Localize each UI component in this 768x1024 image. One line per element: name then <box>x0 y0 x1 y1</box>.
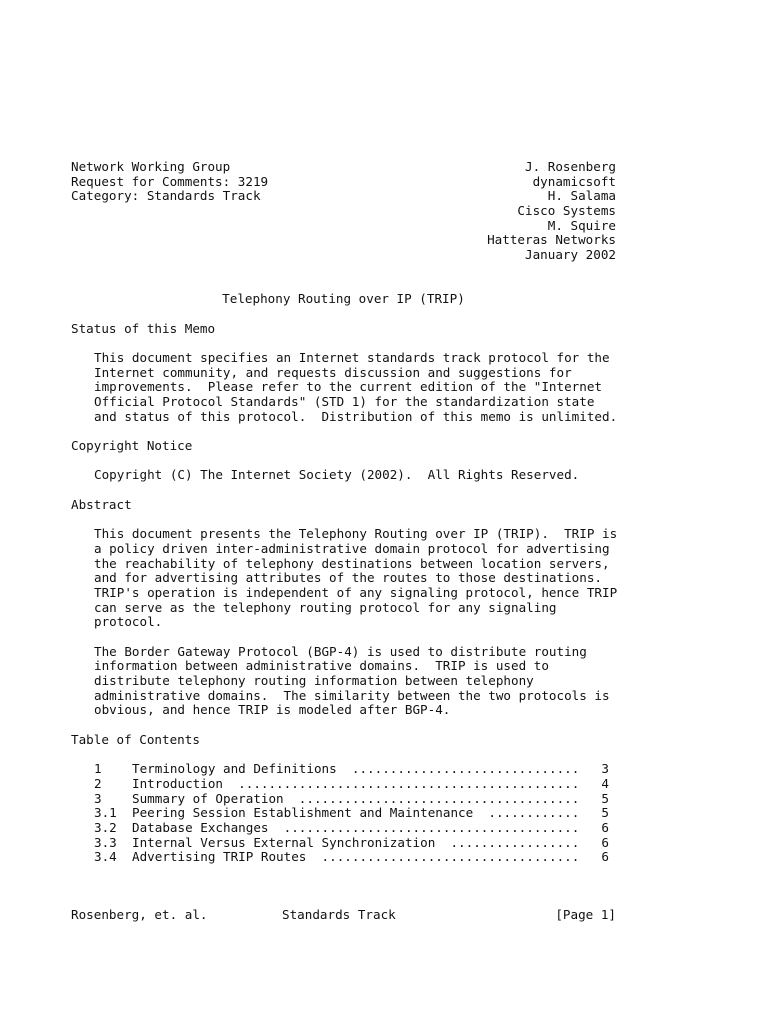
toc-number: 3.1 <box>94 805 117 821</box>
header-right-line: M. Squire <box>547 217 616 233</box>
footer-page-number: [Page 1] <box>555 907 616 922</box>
toc-number: 3.2 <box>94 819 117 835</box>
toc-number: 2 <box>94 775 102 791</box>
header-left-line: Network Working Group <box>71 159 231 174</box>
toc-entry[interactable] <box>71 777 616 792</box>
header-row <box>71 189 616 204</box>
paragraph-line: improvements. Please refer to the current edition of the "Internet <box>94 379 602 395</box>
toc-number: 3 <box>94 790 102 806</box>
header-right-line: H. Salama <box>547 188 616 204</box>
paragraph-line: This document presents the Telephony Routing over IP (TRIP). TRIP is <box>94 526 618 542</box>
toc-entry[interactable] <box>71 762 616 777</box>
paragraph-line: TRIP's operation is independent of any signaling protocol, hence TRIP <box>94 584 618 600</box>
header-left-line: Category: Standards Track <box>71 188 261 204</box>
footer-category: Standards Track <box>282 907 396 922</box>
paragraph-line: distribute telephony routing information between telephony <box>94 673 534 689</box>
header-right-line: Hatteras Networks <box>487 232 616 248</box>
toc-page: 4 <box>601 775 609 791</box>
paragraph-line: The Border Gateway Protocol (BGP-4) is used to distribute routing <box>94 643 587 659</box>
paragraph-line: This document specifies an Internet standards track protocol for the <box>94 349 610 365</box>
paragraph-line: obvious, and hence TRIP is modeled after BGP-4. <box>94 702 451 718</box>
toc-page: 6 <box>601 834 609 850</box>
header-date: January 2002 <box>525 247 616 263</box>
header-row <box>71 204 616 219</box>
toc-entry[interactable] <box>71 806 616 821</box>
section-heading-abstract: Abstract <box>71 496 132 512</box>
toc-text: Database Exchanges ....................................... <box>132 820 580 835</box>
paragraph-line: Internet community, and requests discussion and suggestions for <box>94 364 572 380</box>
header-row <box>71 248 616 263</box>
footer-authors: Rosenberg, et. al. <box>71 907 208 922</box>
header-row <box>71 233 616 248</box>
rfc-page <box>71 160 616 865</box>
copyright-line: Copyright (C) The Internet Society (2002). All Rights Reserved. <box>94 467 580 483</box>
toc-entry[interactable] <box>71 821 616 836</box>
header-row <box>71 175 616 190</box>
status-paragraph <box>71 351 616 424</box>
section-heading-copyright: Copyright Notice <box>71 438 193 454</box>
table-of-contents <box>71 762 616 865</box>
paragraph-line: Official Protocol Standards" (STD 1) for the standardization state <box>94 394 595 410</box>
toc-page: 6 <box>601 849 609 865</box>
toc-entry[interactable] <box>71 836 616 851</box>
header-left-line: Request for Comments: 3219 <box>71 173 269 189</box>
paragraph-line: a policy driven inter-administrative domain protocol for advertising <box>94 540 610 556</box>
header-right-line: J. Rosenberg <box>525 159 616 174</box>
toc-page: 5 <box>601 790 609 806</box>
toc-entry[interactable] <box>71 850 616 865</box>
paragraph-line: the reachability of telephony destinations between location servers, <box>94 555 610 571</box>
toc-text: Terminology and Definitions .............................. <box>132 762 580 777</box>
header-right-line: Cisco Systems <box>517 203 616 219</box>
toc-text: Internal Versus External Synchronization ................. <box>132 835 580 850</box>
toc-text: Peering Session Establishment and Maintenance ............ <box>132 806 580 821</box>
section-heading-toc: Table of Contents <box>71 731 200 747</box>
header-row <box>71 160 616 175</box>
toc-text: Advertising TRIP Routes .................................. <box>132 850 580 865</box>
paragraph-line: administrative domains. The similarity between the two protocols is <box>94 687 610 703</box>
toc-text: Introduction ............................................. <box>132 776 580 791</box>
toc-number: 3.4 <box>94 849 117 865</box>
paragraph-line: information between administrative domains. TRIP is used to <box>94 658 549 674</box>
document-title: Telephony Routing over IP (TRIP) <box>222 291 465 307</box>
toc-page: 6 <box>601 819 609 835</box>
toc-page: 5 <box>601 805 609 821</box>
abstract-paragraph-1 <box>71 527 616 630</box>
header-row <box>71 219 616 234</box>
section-heading-status: Status of this Memo <box>71 320 216 336</box>
abstract-paragraph-2 <box>71 645 616 718</box>
header-right-line: dynamicsoft <box>532 173 616 189</box>
paragraph-line: protocol. <box>94 614 163 630</box>
toc-text: Summary of Operation ..................................... <box>132 791 580 806</box>
page-footer <box>71 908 616 923</box>
header-block <box>71 160 616 263</box>
toc-entry[interactable] <box>71 792 616 807</box>
paragraph-line: can serve as the telephony routing protocol for any signaling <box>94 599 557 615</box>
toc-page: 3 <box>601 761 609 777</box>
paragraph-line: and status of this protocol. Distribution of this memo is unlimited. <box>94 408 618 424</box>
toc-number: 1 <box>94 761 102 777</box>
paragraph-line: and for advertising attributes of the routes to those destinations. <box>94 570 602 586</box>
toc-number: 3.3 <box>94 834 117 850</box>
